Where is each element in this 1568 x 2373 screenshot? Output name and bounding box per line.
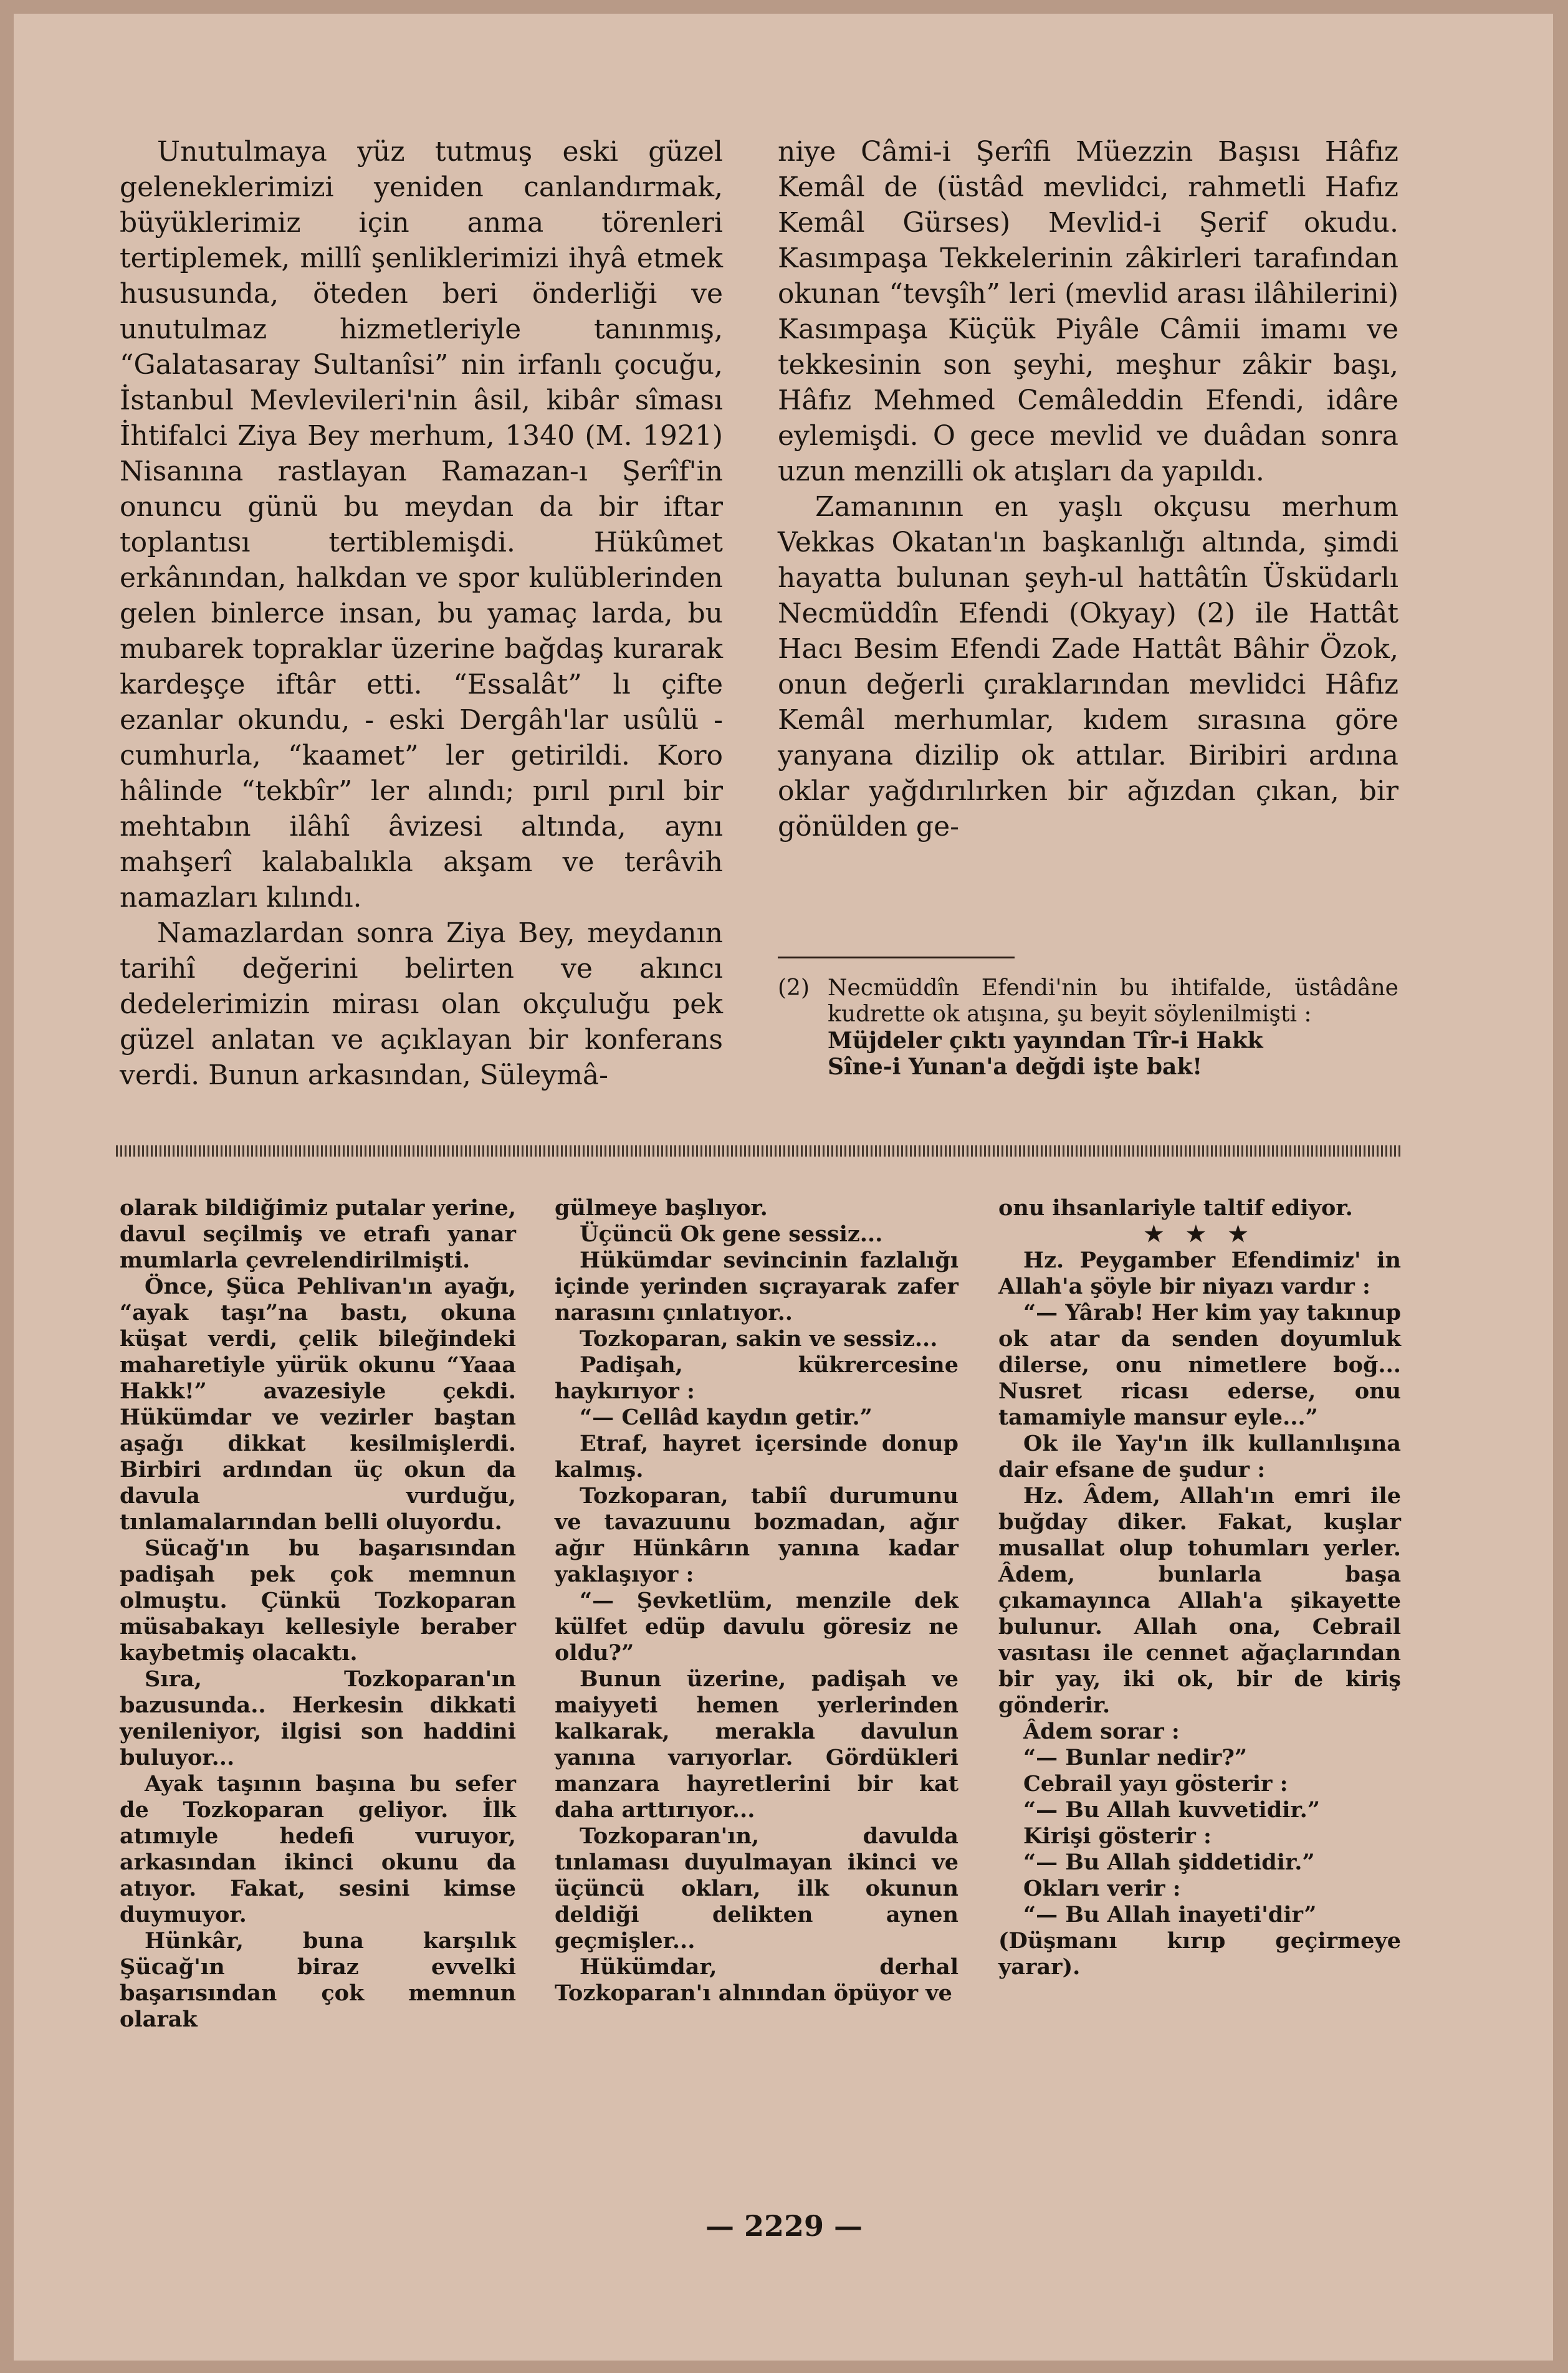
paragraph: “— Bu Allah kuvvetidir.”	[1023, 1797, 1321, 1823]
paragraph: “— Bu Allah şiddetidir.”	[1023, 1850, 1315, 1875]
paragraph: Ok ile Yay'ın ilk kullanılışına dair efsane de şudur :	[998, 1431, 1401, 1483]
paragraph: Hz. Âdem, Allah'ın emri ile buğday diker. Fakat, kuşlar musallat olup tohumları yerler. Âdem, bunlarla başa çıkamayınca Allah'a şikayette bulunur. Allah ona, Cebrail vasıtası ile cennet ağaçlarından bir yay, iki ok, bir de kiriş gönderir.	[998, 1483, 1401, 1718]
paragraph: Tozkoparan, sakin ve sessiz...	[580, 1326, 938, 1352]
paragraph: onu ihsanlariyle taltif ediyor.	[998, 1195, 1353, 1221]
paragraph: Bunun üzerine, padişah ve maiyyeti hemen yerlerinden kalkarak, merakla davulun yanına varıyorlar. Gördükleri manzara hayretlerini bir kat daha arttırıyor...	[555, 1666, 958, 1823]
paragraph: olarak bildiğimiz putalar yerine, davul seçilmiş ve etrafı yanar mumlarla çevrelendirilmişti.	[120, 1195, 516, 1273]
paragraph: Hükümdar sevincinin fazlalığı içinde yerinden sıçrayarak zafer narasını çınlatıyor..	[555, 1248, 958, 1325]
bottom-column-3	[998, 1195, 1401, 1980]
paragraph: (Düşmanı kırıp geçirmeye yarar).	[998, 1928, 1401, 1980]
paragraph: “— Bunlar nedir?”	[1023, 1745, 1247, 1770]
paragraph: gülmeye başlıyor.	[555, 1195, 768, 1221]
paragraph: Tozkoparan, tabiî durumunu ve tavazuunu bozmadan, ağır ağır Hünkârın yanına kadar yaklaşıyor :	[555, 1483, 958, 1587]
paragraph: Üçüncü Ok gene sessiz...	[580, 1221, 883, 1247]
footnote-rule	[778, 957, 1015, 958]
paragraph: Âdem sorar :	[1023, 1719, 1180, 1744]
footnote-verse-1: Müjdeler çıktı yayından Tîr-i Hakk	[828, 1028, 1263, 1054]
footnote-verse-2: Sîne-i Yunan'a değdi işte bak!	[828, 1054, 1203, 1080]
paragraph: Önce, Şüca Pehlivan'ın ayağı, “ayak taşı”na bastı, okuna küşat verdi, çelik bileğindeki maharetiyle yürük okunu “Yaaa Hakk!” avazesiyle çekdi. Hükümdar ve vezirler baştan aşağı dikkat kesilmişlerdi. Birbiri ardından üç okun da davula vurduğu, tınlamalarından belli oluyordu.	[120, 1274, 516, 1535]
page-number: — 2229 —	[705, 2209, 863, 2243]
paragraph: “— Cellâd kaydın getir.”	[580, 1405, 872, 1430]
section-stars: ★ ★ ★	[1144, 1221, 1256, 1247]
paragraph: Zamanının en yaşlı okçusu merhum Vekkas Okatan'ın başkanlığı altında, şimdi hayatta bulunan şeyh-ul hattâtîn Üsküdarlı Necmüddîn Efendi (Okyay) (2) ile Hattât Hacı Besim Efendi Zade Hattât Bâhir Özok, onun değerli çıraklarından mevlidci Hâfız Kemâl merhumlar, kıdem sırasına göre yanyana dizilip ok attılar. Biribiri ardına oklar yağdırılırken bir ağızdan çıkan, bir gönülden ge-	[778, 491, 1398, 843]
paragraph: Unutulmaya yüz tutmuş eski güzel geleneklerimizi yeniden canlandırmak, büyüklerimiz için anma törenleri tertiplemek, millî şenliklerimizi ihyâ etmek hususunda, öteden beri önderliği ve unutulmaz hizmetleriyle tanınmış, “Galatasaray Sultanîsi” nin irfanlı çocuğu, İstanbul Mevlevileri'nin âsil, kibâr sîması İhtifalci Ziya Bey merhum, 1340 (M. 1921) Nisanına rastlayan Ramazan-ı Şerîf'in onuncu günü bu meydan da bir iftar toplantısı tertiblemişdi. Hükûmet erkânından, halkdan ve spor kulüblerinden gelen binlerce insan, bu yamaç larda, bu mubarek topraklar üzerine bağdaş kurarak kardeşçe iftâr etti. “Essalât” lı çifte ezanlar okundu, - eski Dergâh'lar usûlü - cumhurla, “kaamet” ler getirildi. Koro hâlinde “tekbîr” ler alındı; pırıl pırıl bir mehtabın ilâhî âvizesi altında, aynı mahşerî kalabalıkla akşam ve terâvih namazları kılındı.	[120, 136, 723, 914]
footnote	[778, 975, 1398, 1080]
bottom-column-1	[120, 1195, 516, 2033]
top-left-column	[120, 134, 723, 1093]
paragraph: Cebrail yayı gösterir :	[1023, 1771, 1288, 1797]
paragraph: Sücağ'ın bu başarısından padişah pek çok memnun olmuştu. Çünkü Tozkoparan müsabakayı kellesiyle beraber kaybetmiş olacaktı.	[120, 1535, 516, 1666]
paragraph: Hünkâr, buna karşılık Şücağ'ın biraz evvelki başarısından çok memnun olarak	[120, 1928, 516, 2032]
paragraph: Etraf, hayret içersinde donup kalmış.	[555, 1431, 958, 1483]
bottom-column-2	[555, 1195, 958, 2007]
paragraph: niye Câmi-i Şerîfi Müezzin Başısı Hâfız Kemâl de (üstâd mevlidci, rahmetli Hafız Kemâl Gürses) Mevlid-i Şerif okudu. Kasımpaşa Tekkelerinin zâkirleri tarafından okunan “tevşîh” leri (mevlid arası ilâhilerini) Kasımpaşa Küçük Piyâle Câmii imamı ve tekkesinin son şeyhi, meşhur zâkir başı, Hâfız Mehmed Cemâleddin Efendi, idâre eylemişdi. O gece mevlid ve duâdan sonra uzun menzilli ok atışları da yapıldı.	[778, 136, 1398, 487]
top-right-column	[778, 134, 1398, 844]
paragraph: Hz. Peygamber Efendimiz' in Allah'a şöyle bir niyazı vardır :	[998, 1248, 1401, 1299]
paragraph: Tozkoparan'ın, davulda tınlaması duyulmayan ikinci ve üçüncü okları, ilk okunun deldiği delikten aynen geçmişler...	[555, 1823, 958, 1954]
paragraph: Okları verir :	[1023, 1876, 1181, 1901]
paragraph: Namazlardan sonra Ziya Bey, meydanın tarihî değerini belirten ve akıncı dedelerimizin mirası olan okçuluğu pek güzel anlatan ve açıklayan bir konferans verdi. Bunun arkasından, Süleymâ-	[120, 917, 723, 1091]
paragraph: “— Bu Allah inayeti'dir”	[1023, 1902, 1317, 1927]
paragraph: Ayak taşının başına bu sefer de Tozkoparan geliyor. İlk atımıyle hedefi vuruyor, arkasından ikinci okunu da atıyor. Fakat, sesini kimse duymuyor.	[120, 1771, 516, 1927]
footnote-text: Necmüddîn Efendi'nin bu ihtifalde, üstâdâne kudrette ok atışına, şu beyit söylenilmişti :	[828, 975, 1398, 1027]
paragraph: Sıra, Tozkoparan'ın bazusunda.. Herkesin dikkati yenileniyor, ilgisi son haddini buluyor...	[120, 1666, 516, 1770]
footnote-number: (2)	[778, 975, 810, 1001]
paragraph: Hükümdar, derhal Tozkoparan'ı alnından öpüyor ve	[555, 1954, 958, 2006]
paragraph: Padişah, kükrercesine haykırıyor :	[555, 1352, 958, 1404]
section-divider	[116, 1145, 1401, 1157]
paragraph: “— Yârab! Her kim yay takınup ok atar da senden doyumluk dilerse, onu nimetlere boğ... Nusret ricası ederse, onu tamamiyle mansur eyle...”	[998, 1300, 1401, 1430]
paragraph: “— Şevketlüm, menzile dek külfet edüp davulu göresiz ne oldu?”	[555, 1588, 958, 1666]
paragraph: Kirişi gösterir :	[1023, 1823, 1212, 1849]
